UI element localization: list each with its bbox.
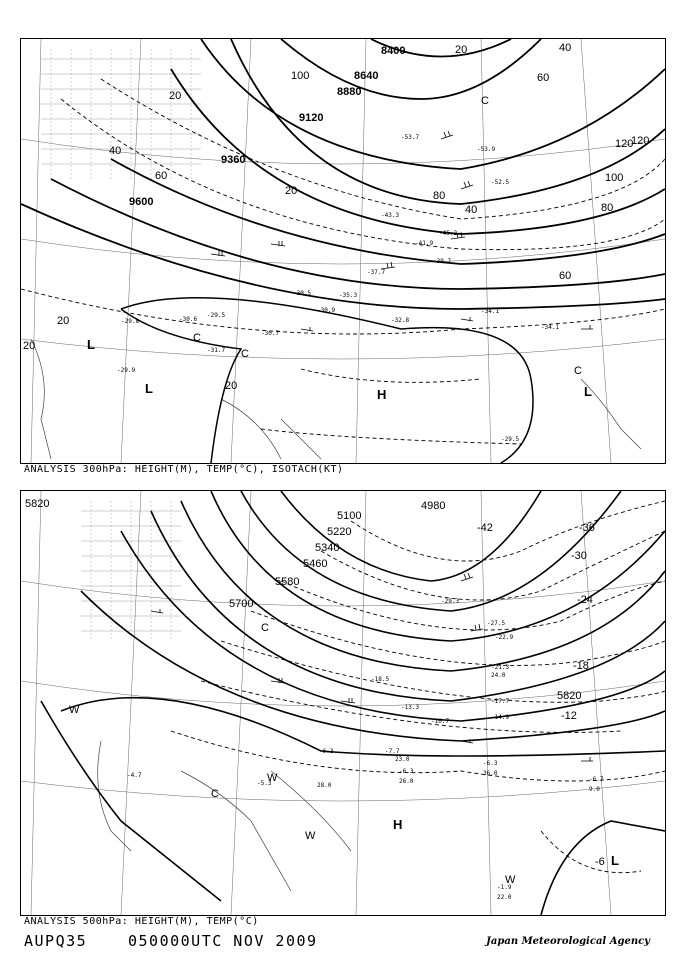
isotach-label: 40	[109, 145, 122, 157]
station-value: -4.7	[127, 772, 142, 779]
height-label: 9360	[221, 154, 246, 166]
caption-300hpa: ANALYSIS 300hPa: HEIGHT(M), TEMP(°C), ISOTACH(KT)	[24, 464, 344, 475]
temp-label: -30.7	[261, 330, 280, 337]
low-center-mark: L	[584, 384, 592, 399]
station-value: -14.9	[491, 714, 510, 721]
height-label: 9120	[299, 112, 324, 124]
temp-label: -29.8	[121, 318, 140, 325]
height-label: 5460	[303, 558, 328, 570]
station-value: -18.5	[371, 676, 390, 683]
wind-barbs	[211, 131, 593, 331]
height-label: 5820	[25, 498, 50, 510]
station-value: 36.0	[483, 770, 498, 777]
isotach-label: 40	[465, 204, 478, 216]
station-value: -21.3	[491, 664, 510, 671]
warm-center-mark: W	[505, 874, 516, 886]
height-label: 8880	[337, 86, 362, 98]
station-value: -1.9	[497, 884, 512, 891]
cold-center-mark: C	[261, 622, 269, 634]
height-label: 5820	[557, 690, 582, 702]
temp-label: -29.9	[117, 367, 136, 374]
station-value: 24.0	[491, 672, 506, 679]
isotach-label: 20	[455, 44, 468, 56]
height-label: 5700	[229, 598, 254, 610]
station-value: -17.7	[491, 698, 510, 705]
cold-center-mark: C	[211, 788, 219, 800]
low-contour	[121, 309, 241, 463]
isotach-label: 60	[559, 270, 572, 282]
temp-label: -37.7	[367, 269, 386, 276]
isotherms	[171, 501, 665, 873]
coastlines	[98, 741, 351, 891]
temp-label: -31.7	[207, 347, 226, 354]
height-label: 8400	[381, 45, 406, 57]
temp-label: -29.5	[501, 436, 520, 443]
station-value: -6.7	[589, 776, 604, 783]
height-label: 5340	[315, 542, 340, 554]
isotach-label: 120	[631, 135, 650, 147]
station-value: -6.3	[319, 748, 334, 755]
warm-center-mark: W	[305, 830, 316, 842]
warm-center-mark: W	[69, 704, 80, 716]
isotach-label: 80	[433, 190, 446, 202]
isotach-label: 100	[605, 172, 624, 184]
temp-label: -53.9	[477, 146, 496, 153]
graticule	[21, 39, 665, 463]
isotherm-label: -36	[579, 522, 595, 534]
station-value: -13.3	[401, 704, 420, 711]
height-label: 8640	[354, 70, 379, 82]
station-value: -6.3	[483, 760, 498, 767]
valid-time: 050000UTC NOV 2009	[128, 932, 318, 950]
low-center-mark: L	[611, 853, 619, 868]
station-value: -6.3	[399, 768, 414, 775]
low-center-mark: L	[87, 337, 95, 352]
cold-center-mark: C	[193, 332, 201, 344]
temp-label: -32.8	[391, 317, 410, 324]
station-value: -7.7	[385, 748, 400, 755]
temp-label: -52.5	[491, 179, 510, 186]
cold-center-mark: C	[481, 95, 489, 107]
station-value: -22.9	[495, 634, 514, 641]
isotach-label: 100	[291, 70, 310, 82]
isotach-label: 60	[537, 72, 550, 84]
chart-300hpa	[20, 38, 666, 464]
chart-id: AUPQ35	[24, 932, 88, 950]
chart-500hpa	[20, 490, 666, 916]
isotach-label: 40	[559, 42, 572, 54]
temp-label: -30.6	[179, 316, 198, 323]
temp-label: -30.5	[293, 290, 312, 297]
isotherm-label: -30	[571, 550, 587, 562]
height-label: 9600	[129, 196, 154, 208]
height-label: 5220	[327, 526, 352, 538]
isotach-label: 20	[57, 315, 70, 327]
temp-label: -34.1	[541, 324, 560, 331]
temp-label: -34.1	[481, 308, 500, 315]
isotherm-label: -18	[573, 660, 589, 672]
isotherm-label: -12	[561, 710, 577, 722]
temp-label: -45.2	[439, 230, 458, 237]
height-label: 5580	[275, 576, 300, 588]
station-value: 28.0	[317, 782, 332, 789]
temp-label: -35.3	[339, 292, 358, 299]
temp-label: -41.9	[415, 240, 434, 247]
isotach-label: 20	[23, 340, 36, 352]
mountain-hatch	[41, 49, 201, 179]
low-center-mark: L	[145, 381, 153, 396]
station-value: 23.0	[395, 756, 410, 763]
isotach-label: 20	[225, 380, 238, 392]
isotach-label: 120	[615, 138, 634, 150]
isotherm-label: -24	[577, 594, 593, 606]
cold-center-mark: C	[574, 365, 582, 377]
height-contours	[21, 39, 665, 309]
temp-label: -30.9	[317, 307, 336, 314]
isotach-label: 20	[169, 90, 182, 102]
isotach-label: 20	[285, 185, 298, 197]
temp-label: -43.3	[381, 212, 400, 219]
station-value: -10.7	[431, 718, 450, 725]
station-value: 22.0	[497, 894, 512, 901]
warm-center-mark: W	[267, 772, 278, 784]
isotherm-label: -42	[477, 522, 493, 534]
isotachs	[21, 79, 665, 444]
temp-label: -39.7	[433, 258, 452, 265]
isotach-label: 60	[155, 170, 168, 182]
cold-center-mark: C	[241, 348, 249, 360]
agency-name: Japan Meteorological Agency	[486, 936, 650, 947]
high-center-mark: H	[377, 387, 387, 402]
height-label: 4980	[421, 500, 446, 512]
caption-500hpa: ANALYSIS 500hPa: HEIGHT(M), TEMP(°C)	[24, 916, 259, 927]
station-value: 9.0	[589, 786, 600, 793]
chart-300hpa-map	[21, 39, 665, 463]
mountain-hatch	[81, 501, 181, 641]
isotach-label: 80	[601, 202, 614, 214]
height-label: 5100	[337, 510, 362, 522]
high-center-mark: H	[393, 817, 403, 832]
station-value: -5.3	[257, 780, 272, 787]
station-value: 26.0	[399, 778, 414, 785]
temp-label: -29.5	[207, 312, 226, 319]
station-value: -27.5	[487, 620, 506, 627]
coastlines	[31, 339, 641, 459]
isotherm-label: -6	[595, 856, 605, 868]
chart-500hpa-map	[21, 491, 665, 915]
station-value: -29.3	[441, 598, 460, 605]
temp-label: -53.7	[401, 134, 420, 141]
